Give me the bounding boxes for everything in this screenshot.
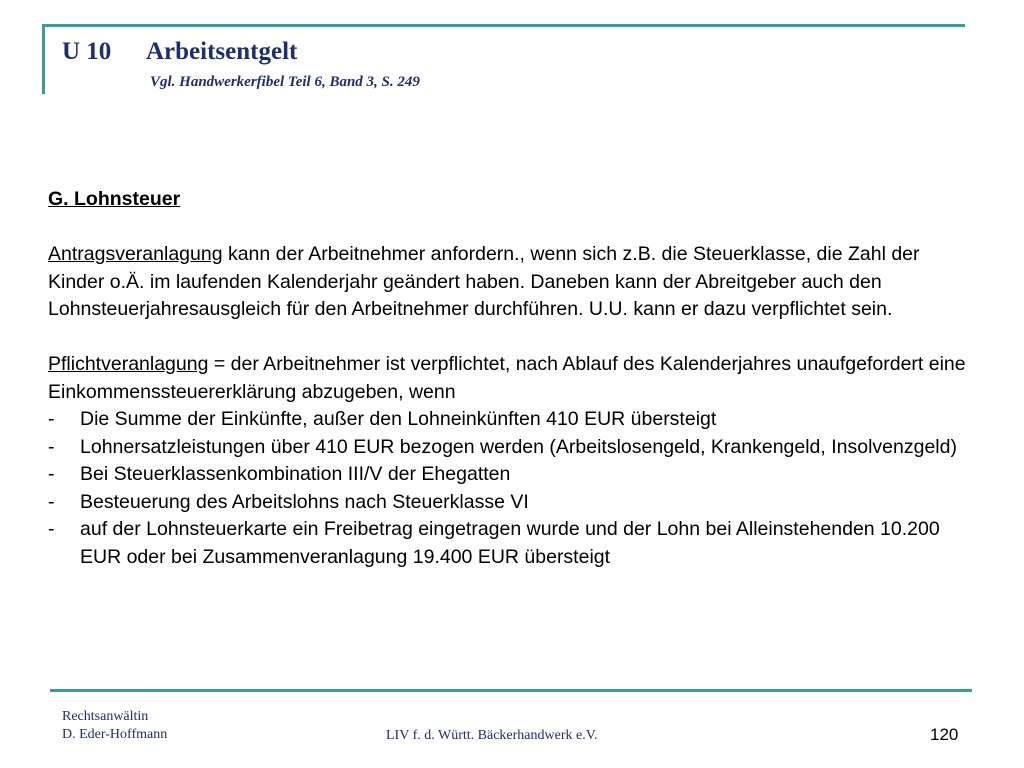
footer-author-line2: D. Eder-Hoffmann xyxy=(62,727,168,742)
list-item-text: Besteuerung des Arbeitslohns nach Steuerklasse VI xyxy=(80,490,529,513)
slide-code: U 10 xyxy=(62,38,112,65)
header-top-rule xyxy=(42,24,965,27)
bullet-dash: - xyxy=(48,408,55,430)
pflicht-text: = der Arbeitnehmer ist verpflichtet, nach Ablauf des Kalenderjahres unaufgefordert eine Einkommenssteuererklärung abzugeben, wenn xyxy=(48,353,966,403)
section-heading: G. Lohnsteuer xyxy=(48,188,181,210)
page-number: 120 xyxy=(930,725,959,744)
bullet-dash: - xyxy=(48,435,55,458)
list-item-text: Bei Steuerklassenkombination III/V der Ehegatten xyxy=(80,463,511,485)
bullet-dash: - xyxy=(48,518,55,540)
slide-subtitle: Vgl. Handwerkerfibel Teil 6, Band 3, S. 249 xyxy=(150,74,420,90)
list-item-text: auf der Lohnsteuerkarte ein Freibetrag eingetragen wurde und der Lohn bei Alleinstehenden 10.200 EUR oder bei Zusammenveranlagung 19.400 EUR übersteigt xyxy=(80,518,940,568)
list-item-text: Die Summe der Einkünfte, außer den Lohneinkünften 410 EUR übersteigt xyxy=(80,408,717,430)
footer-rule xyxy=(50,689,972,692)
pflicht-term: Pflichtveranlagung xyxy=(48,353,209,375)
list-item xyxy=(48,461,968,489)
list-item xyxy=(48,406,968,434)
bullet-dash: - xyxy=(48,463,55,485)
header-left-rule xyxy=(42,24,45,94)
list-item xyxy=(48,434,968,462)
condition-list xyxy=(48,406,968,571)
pflicht-paragraph xyxy=(48,351,968,406)
slide-title xyxy=(62,38,297,66)
footer-author xyxy=(62,708,167,744)
list-item xyxy=(48,516,968,571)
antrag-term: Antragsveranlagung xyxy=(48,243,223,265)
spacer xyxy=(48,324,968,352)
footer-author-line1: Rechtsanwältin xyxy=(62,709,149,724)
bullet-dash: - xyxy=(48,490,55,513)
antrag-text: kann der Arbeitnehmer anfordern., wenn sich z.B. die Steuerklasse, die Zahl der Kinder o.Ä. im laufenden Kalenderjahr geändert haben. Daneben kann der Abreitgeber auch den Lohnsteuerjahresausgleich für den Arbeitnehmer durchführen. U.U. kann er dazu verpflichtet sein. xyxy=(48,243,920,320)
slide-title-text: Arbeitsentgelt xyxy=(146,38,298,65)
footer-organization: LIV f. d. Württ. Bäckerhandwerk e.V. xyxy=(386,728,598,743)
list-item-text: Lohnersatzleistungen über 410 EUR bezogen werden (Arbeitslosengeld, Krankengeld, Insolvenzgeld) xyxy=(80,435,957,458)
slide-body xyxy=(48,186,968,571)
antrag-paragraph xyxy=(48,241,968,324)
list-item xyxy=(48,489,968,517)
spacer xyxy=(48,214,968,242)
